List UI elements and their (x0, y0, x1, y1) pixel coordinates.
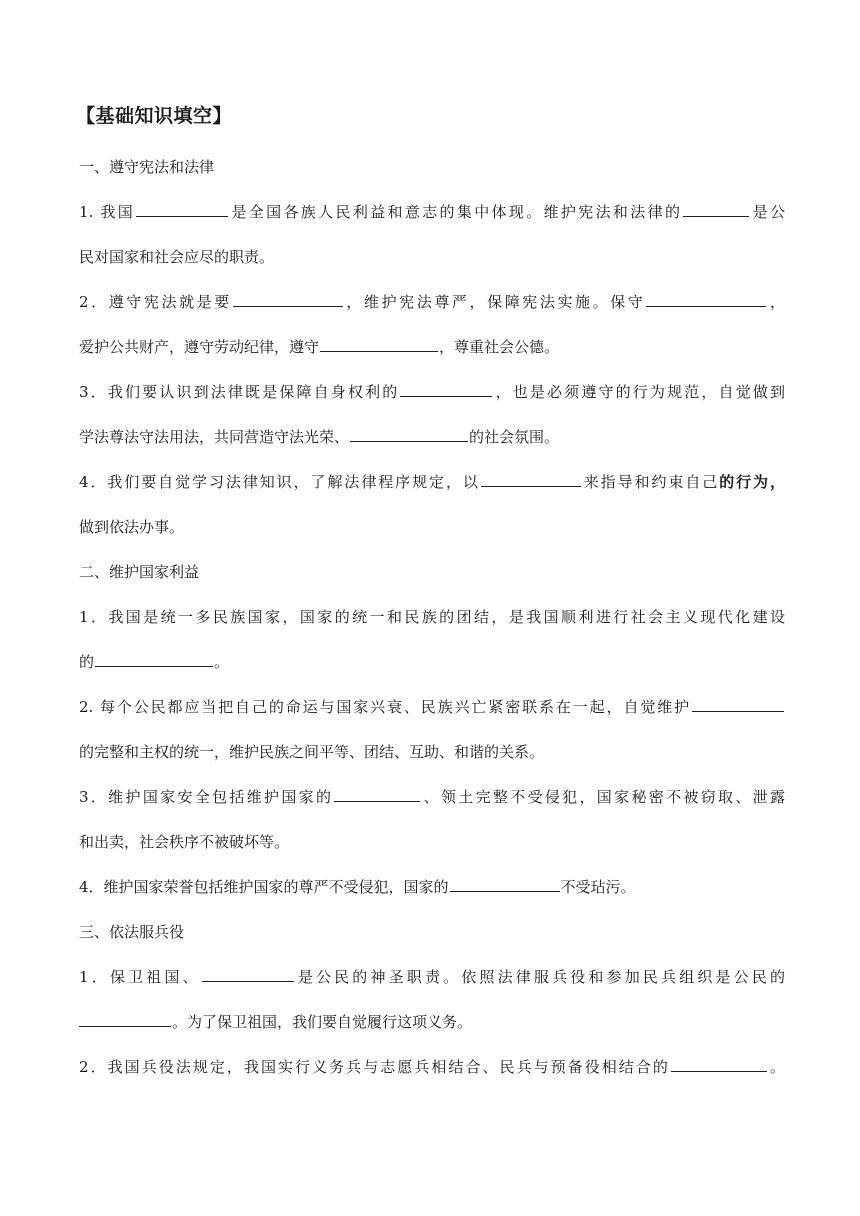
question-1-4-line-2 (79, 516, 785, 538)
text-segment: 的完整和主权的统一，维护民族之间平等、团结、互助、和谐的关系。 (79, 743, 545, 761)
text-segment: 1．我国是统一多民族国家，国家的统一和民族的团结，是我国顺利进行社会主义现代化建设 (79, 608, 785, 626)
question-3-1-line-1 (79, 966, 785, 988)
question-1-2-line-2 (79, 336, 785, 358)
question-2-1-line-1 (79, 606, 785, 628)
text-segment: 做到依法办事。 (79, 518, 185, 536)
question-1-3-line-2 (79, 426, 785, 448)
question-1-1-line-1 (79, 201, 785, 223)
question-2-2-line-1 (79, 696, 785, 718)
text-segment: 不受玷污。 (560, 878, 636, 896)
question-2-4-line-1 (79, 876, 785, 898)
text-segment: 、领土完整不受侵犯，国家秘密不被窃取、泄露 (421, 788, 785, 806)
text-segment: 3．我们要认识到法律既是保障自身权利的 (79, 383, 400, 401)
text-segment: 学法尊法守法用法，共同营造守法光荣、 (79, 428, 350, 446)
question-1-4-line-1 (79, 471, 785, 493)
text-segment: 1. 我国 (79, 203, 136, 221)
question-1-3-line-1 (79, 381, 785, 403)
text-segment: 。 (767, 1058, 785, 1076)
text-segment: 。为了保卫祖国，我们要自觉履行这项义务。 (172, 1013, 473, 1031)
text-segment: 是全国各族人民利益和意志的集中体现。维护宪法和法律的 (229, 203, 683, 221)
answer-blank[interactable] (320, 336, 438, 352)
answer-blank[interactable] (95, 651, 213, 667)
answer-blank[interactable] (646, 291, 766, 307)
text-segment: 是公 (750, 203, 785, 221)
answer-blank[interactable] (692, 696, 784, 712)
answer-blank[interactable] (334, 786, 420, 802)
section-heading: 三、依法服兵役 (79, 923, 185, 941)
text-segment: 1．保卫祖国、 (79, 968, 201, 986)
question-2-2-line-2 (79, 741, 785, 763)
text-segment: 4．我们要自觉学习法律知识，了解法律程序规定，以 (79, 473, 480, 491)
text-segment: ，也是必须遵守的行为规范，自觉做到 (493, 383, 785, 401)
text-segment: 的 (79, 653, 95, 671)
answer-blank[interactable] (671, 1056, 767, 1072)
question-3-1-line-2 (79, 1011, 785, 1033)
text-segment: ， (767, 293, 785, 311)
answer-blank[interactable] (233, 291, 343, 307)
question-1-1-line-2 (79, 246, 785, 268)
question-2-3-line-2 (79, 831, 785, 853)
answer-blank[interactable] (450, 876, 560, 892)
text-segment: 来指导和约束自己 (581, 473, 720, 491)
text-segment: 和出卖，社会秩序不被破坏等。 (79, 833, 290, 851)
section-heading: 二、维护国家利益 (79, 563, 200, 581)
text-segment: 2．我国兵役法规定，我国实行义务兵与志愿兵相结合、民兵与预备役相结合的 (79, 1058, 670, 1076)
answer-blank[interactable] (481, 471, 581, 487)
section-heading: 一、遵守宪法和法律 (79, 158, 215, 176)
bold-text-segment: 的行为， (719, 473, 785, 491)
question-1-2-line-1 (79, 291, 785, 313)
text-segment: ，维护宪法尊严，保障宪法实施。保守 (343, 293, 646, 311)
text-segment: 。 (214, 653, 230, 671)
question-2-1-line-2 (79, 651, 785, 673)
text-segment: 民对国家和社会应尽的职责。 (79, 248, 275, 266)
question-3-2-line-1 (79, 1056, 785, 1078)
text-segment: 爱护公共财产，遵守劳动纪律，遵守 (79, 338, 320, 356)
answer-blank[interactable] (400, 381, 492, 397)
text-segment: 是公民的神圣职责。依照法律服兵役和参加民兵组织是公民的 (294, 968, 785, 986)
text-segment: 3．维护国家安全包括维护国家的 (79, 788, 334, 806)
answer-blank[interactable] (79, 1011, 171, 1027)
text-segment: 2. 每个公民都应当把自己的命运与国家兴衰、民族兴亡紧密联系在一起，自觉维护 (79, 698, 691, 716)
text-segment: 4．维护国家荣誉包括维护国家的尊严不受侵犯，国家的 (79, 878, 449, 896)
answer-blank[interactable] (350, 426, 468, 442)
text-segment: 的社会氛围。 (469, 428, 560, 446)
answer-blank[interactable] (202, 966, 294, 982)
answer-blank[interactable] (136, 201, 228, 217)
text-segment: ，尊重社会公德。 (439, 338, 560, 356)
page-title: 【基础知识填空】 (76, 105, 233, 127)
answer-blank[interactable] (683, 201, 749, 217)
question-2-3-line-1 (79, 786, 785, 808)
text-segment: 2．遵守宪法就是要 (79, 293, 232, 311)
